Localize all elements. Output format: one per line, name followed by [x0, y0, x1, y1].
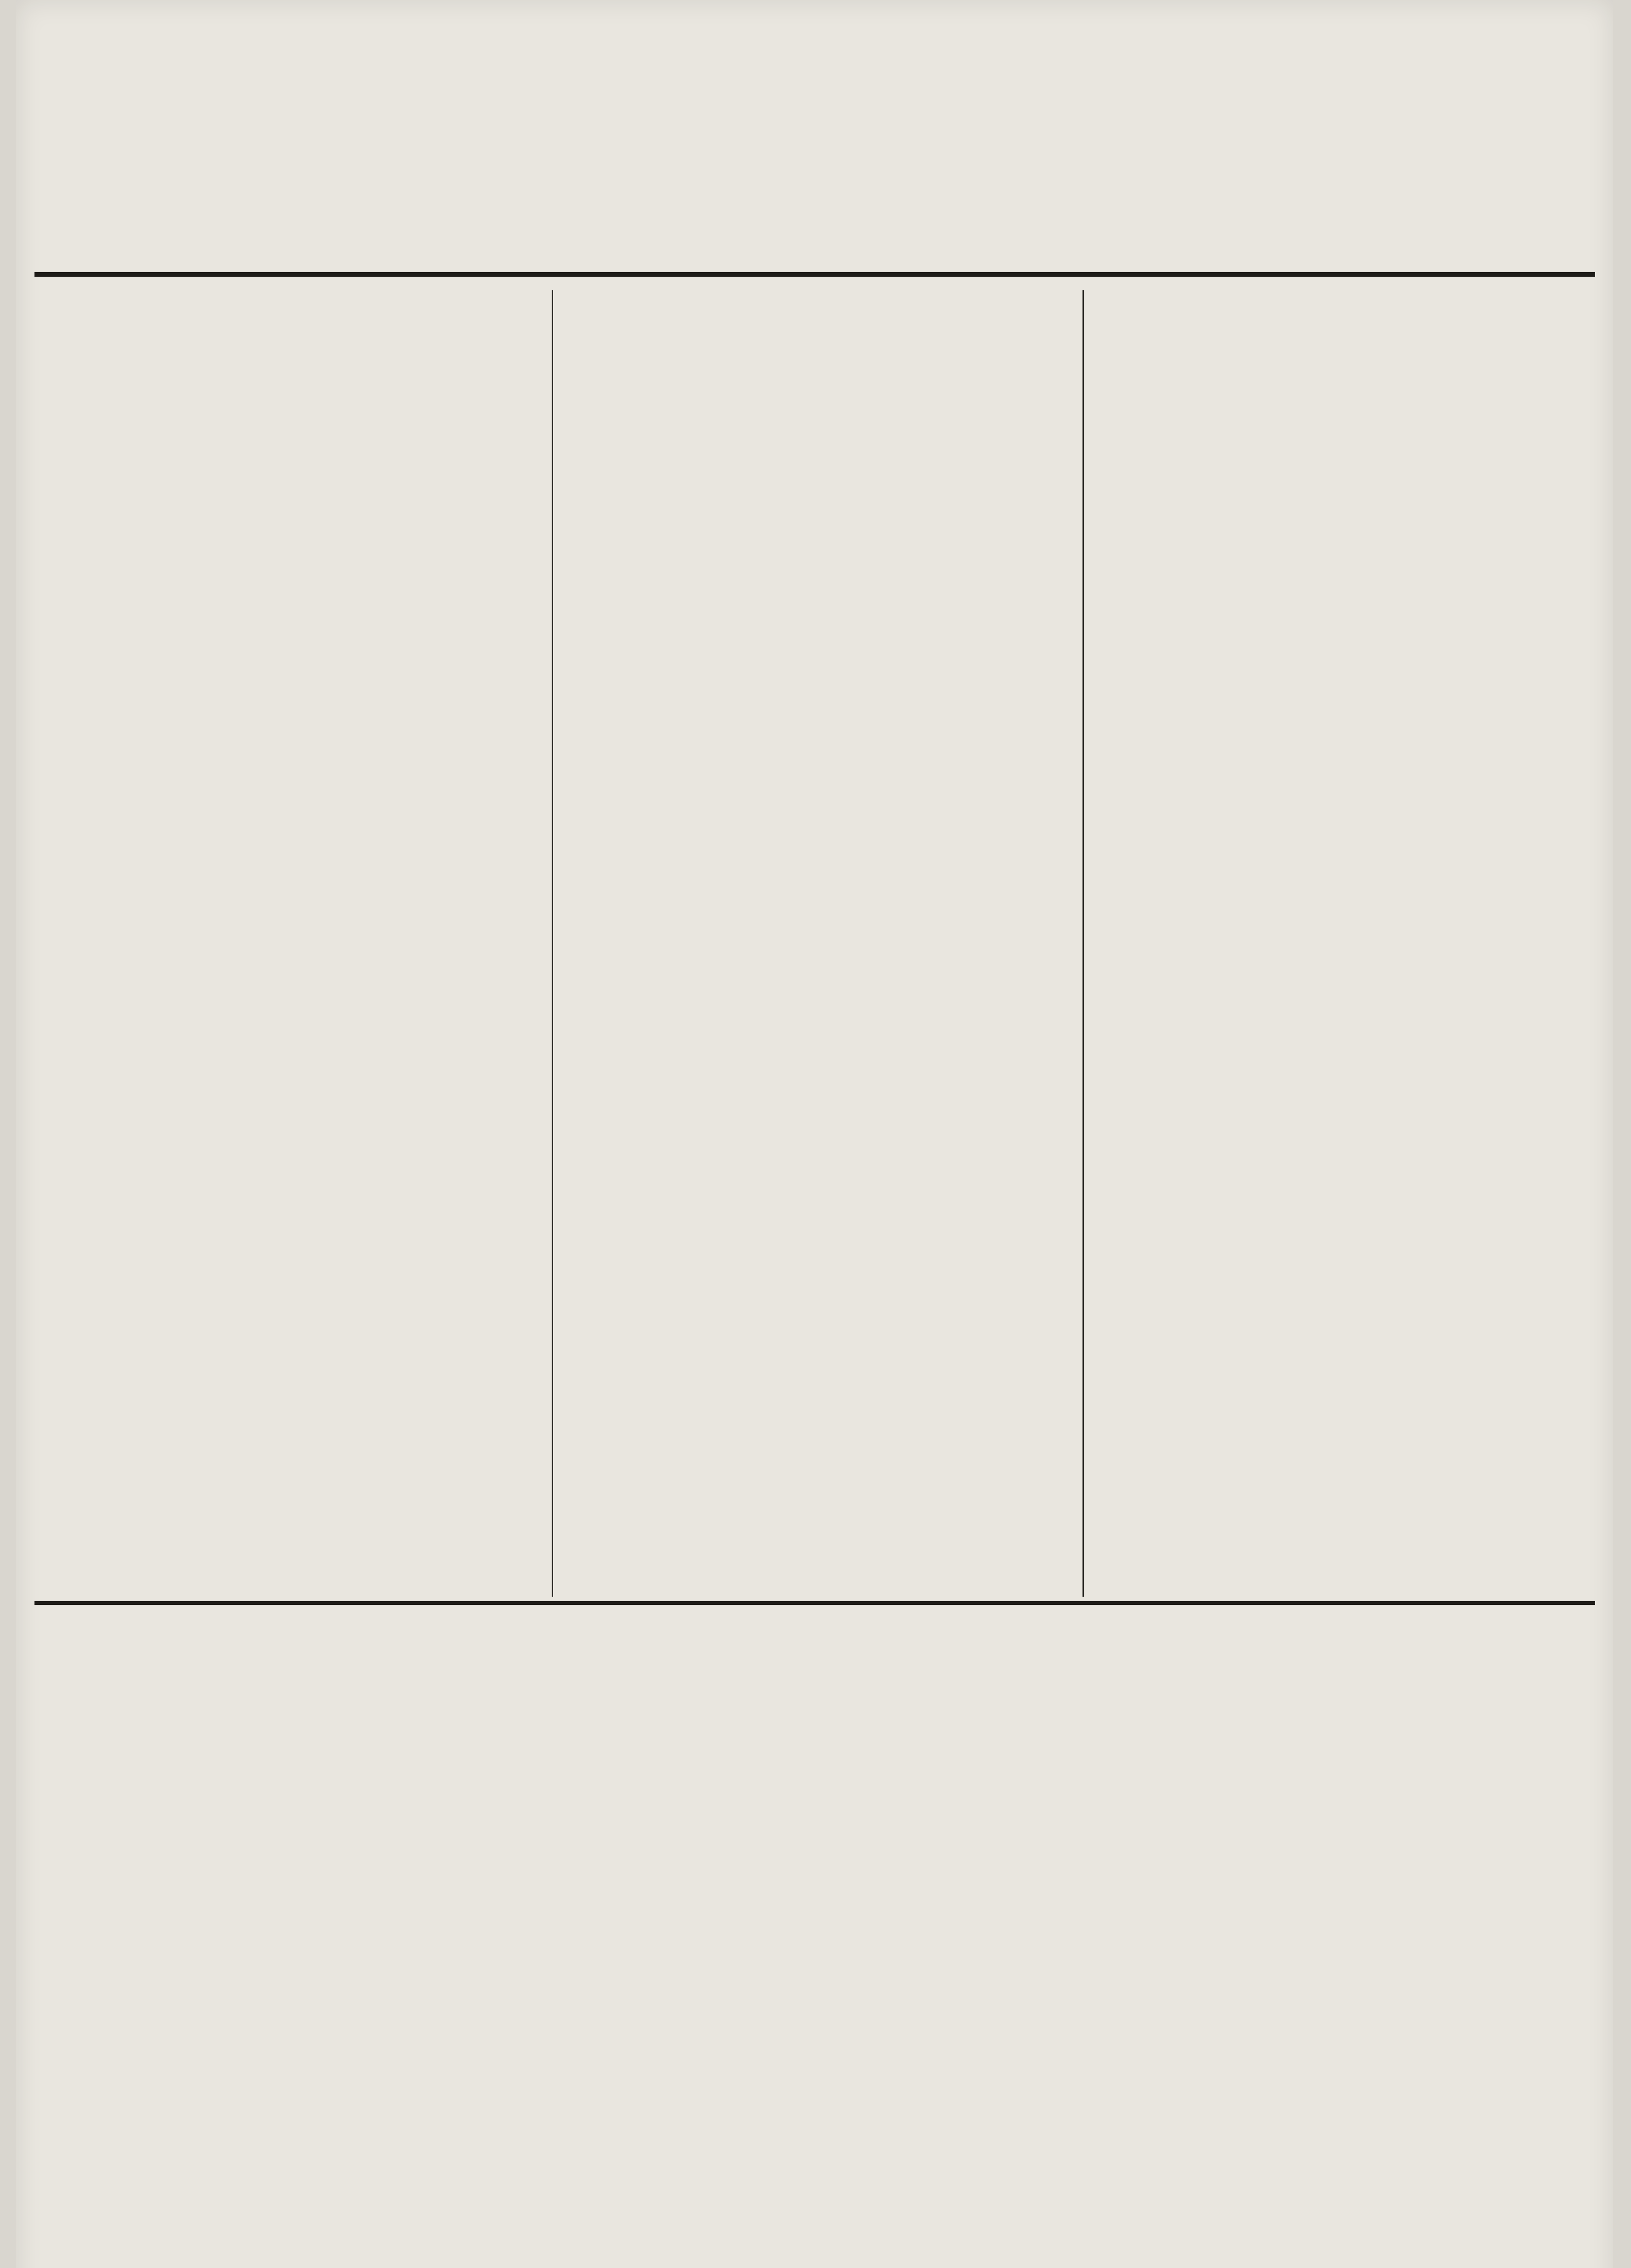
column-divider: [552, 290, 553, 1597]
column-1: [44, 290, 543, 1597]
newspaper-page: [16, 0, 1613, 2268]
column-3: [1092, 290, 1586, 1597]
section-rule: [34, 1601, 1595, 1605]
masthead-rule: [34, 272, 1595, 277]
column-2: [561, 290, 1073, 1597]
column-divider: [1082, 290, 1084, 1597]
novel-section: [44, 1615, 1586, 2268]
